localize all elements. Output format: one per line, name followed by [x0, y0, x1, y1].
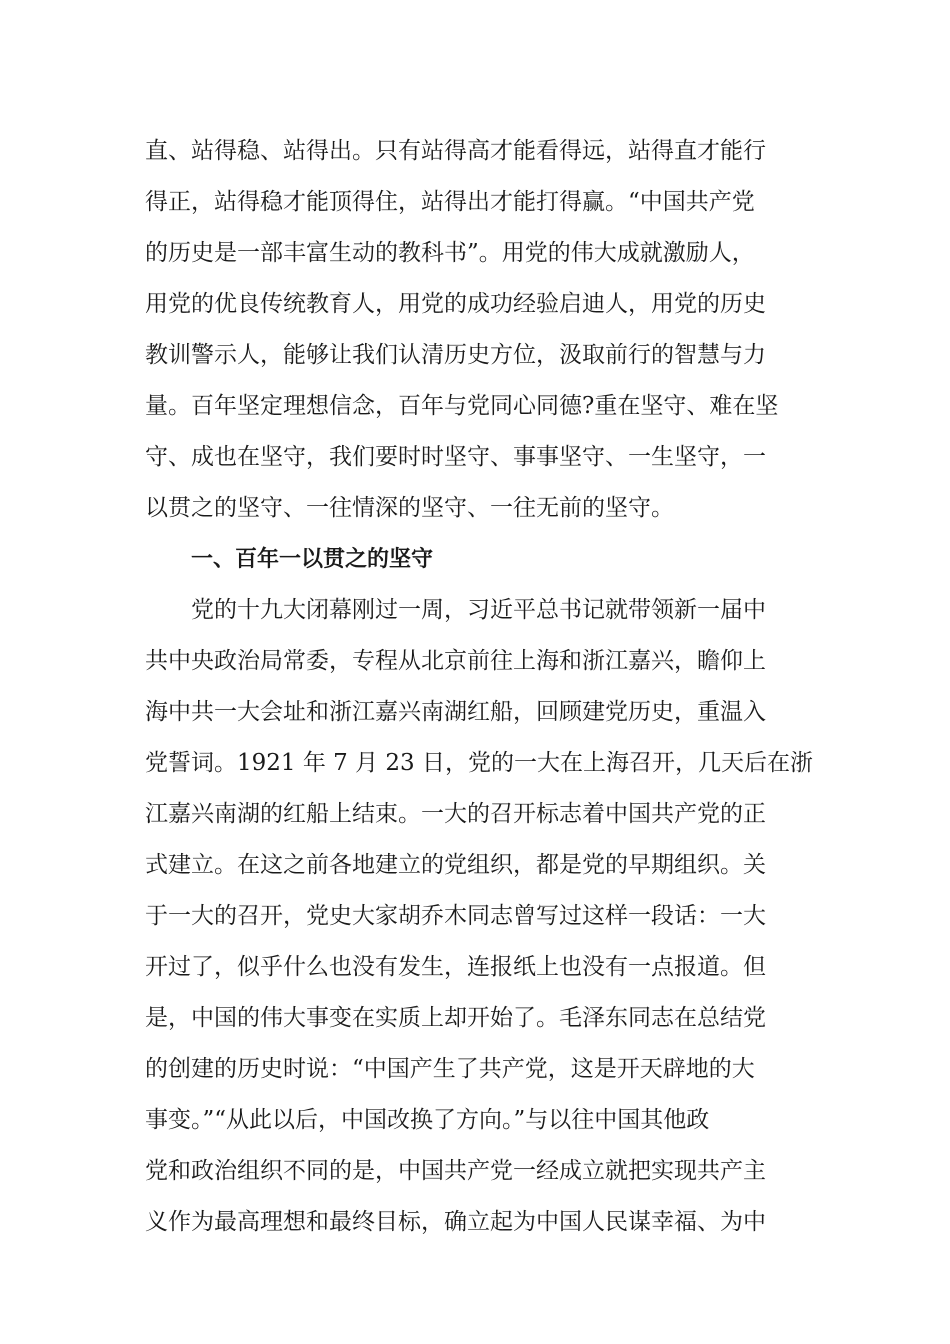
- paragraph-line: 是，中国的伟大事变在实质上却开始了。毛泽东同志在总结党: [145, 1005, 766, 1031]
- section-heading: 一、百年一以贯之的坚守: [191, 547, 434, 572]
- paragraph-line: 守、成也在坚守，我们要时时坚守、事事坚守、一生坚守，一: [145, 444, 766, 470]
- body-text: [145, 126, 825, 1248]
- paragraph-line: 直、站得稳、站得出。只有站得高才能看得远，站得直才能行: [145, 138, 766, 164]
- paragraph-line: 的创建的历史时说：“中国产生了共产党，这是开天辟地的大: [145, 1056, 755, 1082]
- paragraph-line: 于一大的召开，党史大家胡乔木同志曾写过这样一段话：一大: [145, 903, 766, 929]
- paragraph-line: 量。百年坚定理想信念，百年与党同心同德?重在坚守、难在坚: [145, 393, 779, 419]
- paragraph-line: 党和政治组织不同的是，中国共产党一经成立就把实现共产主: [145, 1158, 766, 1184]
- paragraph-line: 用党的优良传统教育人，用党的成功经验启迪人，用党的历史: [145, 291, 766, 317]
- paragraph-line: 得正，站得稳才能顶得住，站得出才能打得赢。“中国共产党: [145, 189, 755, 215]
- paragraph-line: 教训警示人，能够让我们认清历史方位，汲取前行的智慧与力: [145, 342, 766, 368]
- paragraph-line: 的历史是一部丰富生动的教科书”。用党的伟大成就激励人，: [145, 240, 755, 266]
- paragraph-line: 开过了，似乎什么也没有发生，连报纸上也没有一点报道。但: [145, 954, 766, 980]
- paragraph-line: 以贯之的坚守、一往情深的坚守、一往无前的坚守。: [145, 495, 674, 521]
- paragraph-line: 共中央政治局常委，专程从北京前往上海和浙江嘉兴，瞻仰上: [145, 648, 766, 674]
- paragraph-line: 党的十九大闭幕刚过一周，习近平总书记就带领新一届中: [191, 597, 766, 623]
- paragraph-line: 事变。”“从此以后，中国改换了方向。”与以往中国其他政: [145, 1107, 710, 1133]
- paragraph-line: 党誓词。1921 年 7 月 23 日，党的一大在上海召开，几天后在浙: [145, 750, 813, 776]
- paragraph-line: 义作为最高理想和最终目标，确立起为中国人民谋幸福、为中: [145, 1209, 766, 1235]
- paragraph-line: 式建立。在这之前各地建立的党组织，都是党的早期组织。关: [145, 852, 766, 878]
- paragraph-line: 海中共一大会址和浙江嘉兴南湖红船，回顾建党历史，重温入: [145, 699, 766, 725]
- paragraph-line: 江嘉兴南湖的红船上结束。一大的召开标志着中国共产党的正: [145, 801, 766, 827]
